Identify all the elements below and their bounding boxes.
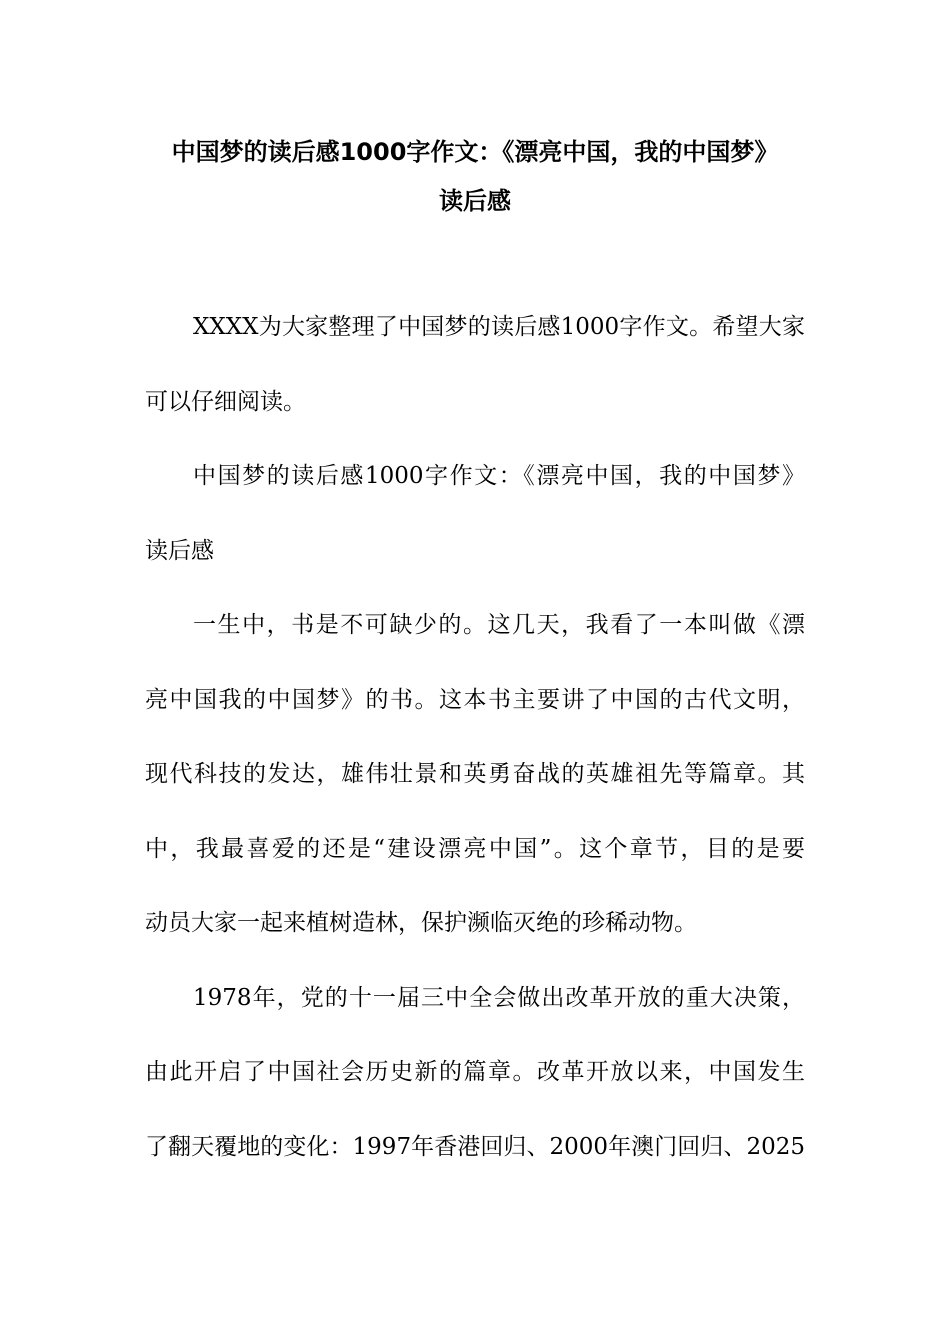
document-title-line-1: 中国梦的读后感1000字作文：《漂亮中国，我的中国梦》	[171, 138, 779, 166]
paragraph-3-line-1: 一生中，书是不可缺少的。这几天，我看了一本叫做《漂	[193, 612, 805, 638]
paragraph-2-line-2: 读后感	[145, 538, 214, 564]
paragraph-2-line-1: 中国梦的读后感1000字作文：《漂亮中国，我的中国梦》	[193, 463, 805, 489]
paragraph-4-line-1: 1978年，党的十一届三中全会做出改革开放的重大决策，	[193, 985, 805, 1011]
paragraph-3-line-3: 现代科技的发达，雄伟壮景和英勇奋战的英雄祖先等篇章。其	[145, 761, 805, 787]
paragraph-4-line-2: 由此开启了中国社会历史新的篇章。改革开放以来，中国发生	[145, 1059, 805, 1085]
document-title-line-2: 读后感	[439, 187, 511, 215]
paragraph-1-line-2: 可以仔细阅读。	[145, 389, 306, 415]
paragraph-3-line-2: 亮中国我的中国梦》的书。这本书主要讲了中国的古代文明，	[145, 687, 805, 713]
paragraph-4-line-3: 了翻天覆地的变化：1997年香港回归、2000年澳门回归、2025	[145, 1134, 805, 1160]
paragraph-3-line-5: 动员大家一起来植树造林，保护濒临灭绝的珍稀动物。	[145, 910, 697, 936]
paragraph-1-line-1: XXXX为大家整理了中国梦的读后感1000字作文。希望大家	[193, 314, 805, 340]
paragraph-3-line-4: 中，我最喜爱的还是“建设漂亮中国”。这个章节，目的是要	[145, 836, 805, 862]
